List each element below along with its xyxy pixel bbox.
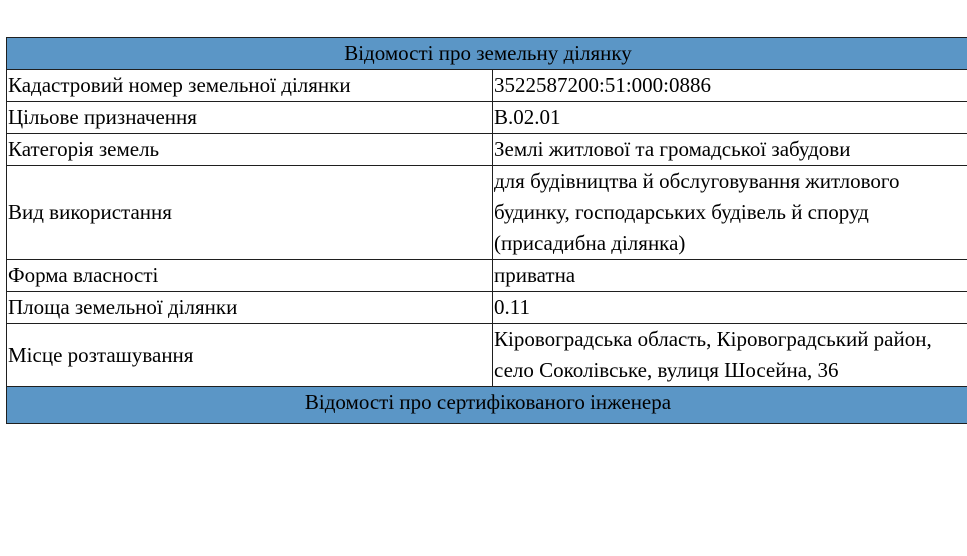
row-label-usage-type: Вид використання — [7, 166, 493, 260]
row-label-plot-area: Площа земельної ділянки — [7, 292, 493, 324]
land-plot-info-table — [6, 37, 967, 424]
row-value-usage-type: для будівництва й обслуговування житлового будинку, господарських будівель й споруд (присадибна ділянка) — [493, 166, 967, 260]
land-plot-info-panel — [6, 37, 967, 424]
section-title: Відомості про земельну ділянку — [7, 37, 967, 70]
table-row — [7, 102, 967, 134]
row-value-purpose: В.02.01 — [493, 102, 967, 134]
row-value-location: Кіровоградська область, Кіровоградський район, село Соколівське, вулиця Шосейна, 36 — [493, 324, 967, 387]
row-value-plot-area: 0.11 — [493, 292, 967, 324]
table-row — [7, 70, 967, 102]
next-section-header-row — [7, 387, 967, 424]
row-value-land-category: Землі житлової та громадської забудови — [493, 134, 967, 166]
next-section-title: Відомості про сертифікованого інженера — [7, 387, 967, 424]
row-value-ownership-form: приватна — [493, 260, 967, 292]
row-label-purpose: Цільове призначення — [7, 102, 493, 134]
table-row — [7, 260, 967, 292]
row-label-land-category: Категорія земель — [7, 134, 493, 166]
table-row — [7, 134, 967, 166]
table-row — [7, 166, 967, 260]
section-header-row — [7, 37, 967, 70]
table-row — [7, 292, 967, 324]
row-label-ownership-form: Форма власності — [7, 260, 493, 292]
row-value-cadastral-number: 3522587200:51:000:0886 — [493, 70, 967, 102]
table-row — [7, 324, 967, 387]
row-label-cadastral-number: Кадастровий номер земельної ділянки — [7, 70, 493, 102]
row-label-location: Місце розташування — [7, 324, 493, 387]
